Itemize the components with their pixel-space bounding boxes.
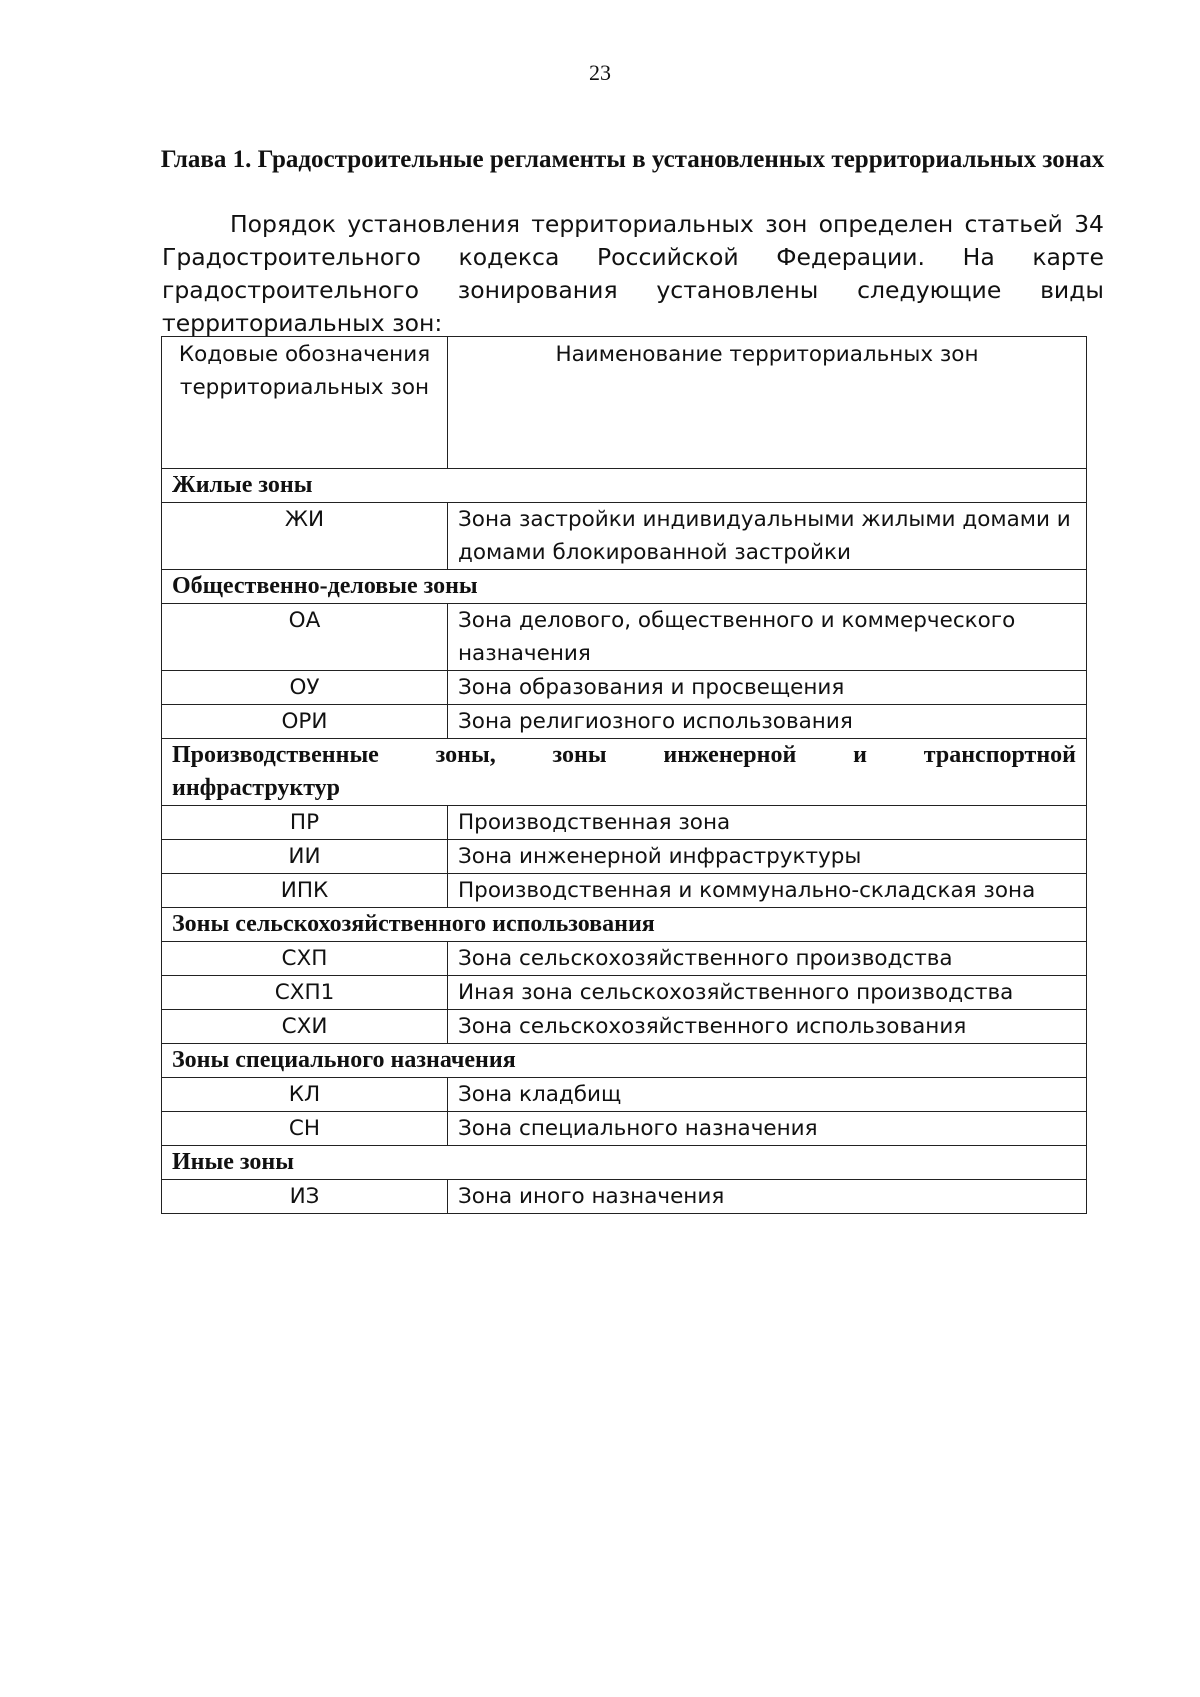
group-row-industrial <box>162 739 1087 806</box>
table-row <box>162 976 1087 1010</box>
table-header-row <box>162 337 1087 469</box>
table-row <box>162 1112 1087 1146</box>
zone-code: ОРИ <box>162 705 448 739</box>
table-row <box>162 874 1087 908</box>
table-row <box>162 604 1087 671</box>
group-title: Производственные зоны, зоны инженерной и транспортной инфраструктур <box>162 739 1087 806</box>
table-row <box>162 1010 1087 1044</box>
group-title: Иные зоны <box>162 1146 1087 1180</box>
table-row <box>162 942 1087 976</box>
zones-table <box>161 336 1087 1214</box>
page-number: 23 <box>589 60 611 85</box>
group-title: Зоны специального назначения <box>162 1044 1087 1078</box>
group-row-other <box>162 1146 1087 1180</box>
group-row-residential <box>162 469 1087 503</box>
group-row-special <box>162 1044 1087 1078</box>
zone-code: ИИ <box>162 840 448 874</box>
zone-code: СХИ <box>162 1010 448 1044</box>
table-row <box>162 1180 1087 1214</box>
group-title: Общественно-деловые зоны <box>162 570 1087 604</box>
zone-name: Зона инженерной инфраструктуры <box>448 840 1087 874</box>
intro-paragraph: Порядок установления территориальных зон определен статьей 34 Градостроительного кодекса Российской Федерации. На карте градостроительного зонирования установлены следующие виды территориальных зон: <box>162 210 1104 337</box>
group-row-public-business <box>162 570 1087 604</box>
zone-name: Зона делового, общественного и коммерческого назначения <box>448 604 1087 671</box>
table-row <box>162 671 1087 705</box>
zone-code: СХП1 <box>162 976 448 1010</box>
chapter-title: Глава 1. Градостроительные регламенты в установленных территориальных зонах <box>160 146 1105 173</box>
group-row-agricultural <box>162 908 1087 942</box>
zone-code: ИПК <box>162 874 448 908</box>
zone-code: СН <box>162 1112 448 1146</box>
header-name: Наименование территориальных зон <box>448 337 1087 469</box>
zone-name: Производственная зона <box>448 806 1087 840</box>
zone-name: Зона сельскохозяйственного использования <box>448 1010 1087 1044</box>
zone-name: Зона застройки индивидуальными жилыми домами и домами блокированной застройки <box>448 503 1087 570</box>
zone-code: ОА <box>162 604 448 671</box>
zone-name: Зона образования и просвещения <box>448 671 1087 705</box>
zone-name: Производственная и коммунально-складская зона <box>448 874 1087 908</box>
zone-name: Зона специального назначения <box>448 1112 1087 1146</box>
zone-code: ОУ <box>162 671 448 705</box>
zone-name: Зона религиозного использования <box>448 705 1087 739</box>
table-row <box>162 1078 1087 1112</box>
zone-name: Зона иного назначения <box>448 1180 1087 1214</box>
zone-code: СХП <box>162 942 448 976</box>
zone-code: ПР <box>162 806 448 840</box>
zone-name: Иная зона сельскохозяйственного производства <box>448 976 1087 1010</box>
group-title: Зоны сельскохозяйственного использования <box>162 908 1087 942</box>
group-title: Жилые зоны <box>162 469 1087 503</box>
zone-code: КЛ <box>162 1078 448 1112</box>
zone-code: ЖИ <box>162 503 448 570</box>
table-row <box>162 503 1087 570</box>
zone-code: ИЗ <box>162 1180 448 1214</box>
table-row <box>162 806 1087 840</box>
table-row <box>162 705 1087 739</box>
zone-name: Зона кладбищ <box>448 1078 1087 1112</box>
zone-name: Зона сельскохозяйственного производства <box>448 942 1087 976</box>
header-code: Кодовые обозначения территориальных зон <box>162 337 448 469</box>
table-row <box>162 840 1087 874</box>
